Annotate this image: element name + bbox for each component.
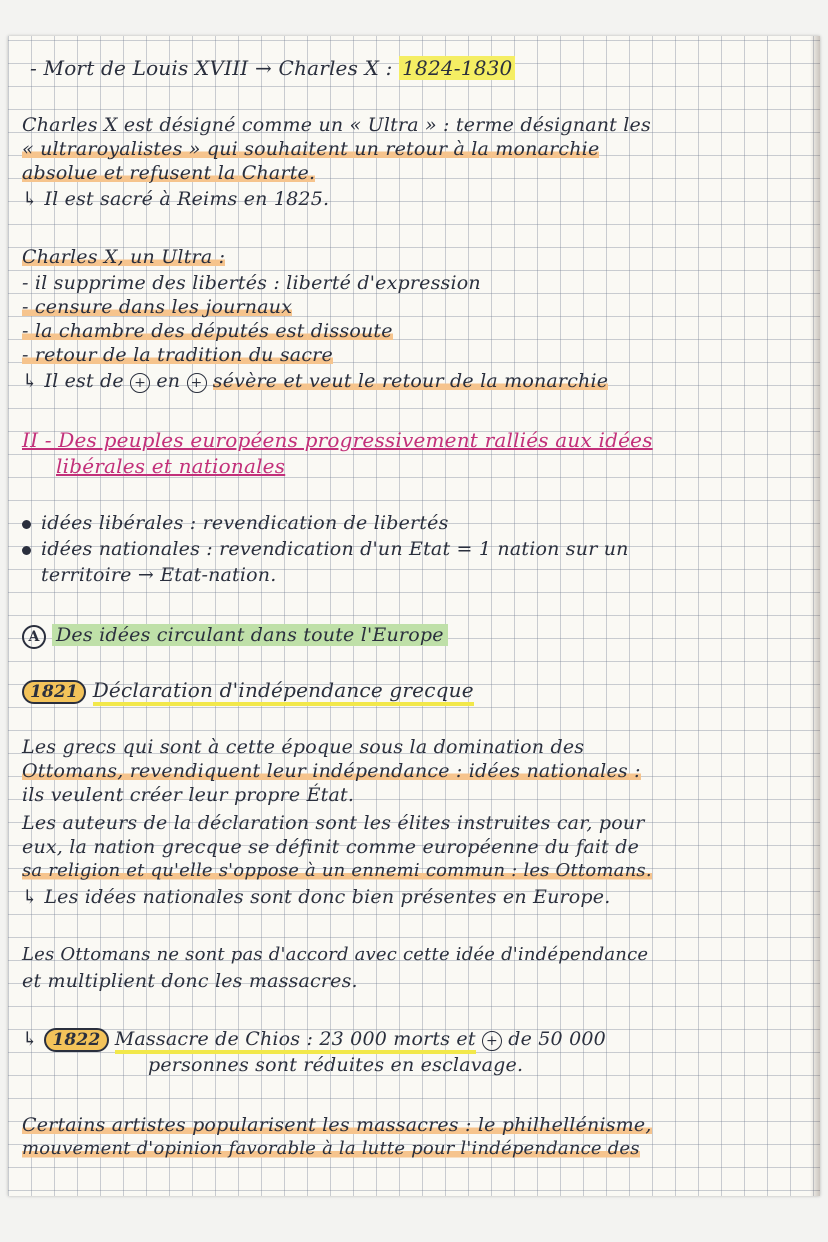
text-line: Ottomans, revendiquent leur indépendance : idées nationales : <box>22 760 641 782</box>
subheading: Charles X, un Ultra : <box>22 246 226 268</box>
declaration-heading <box>22 678 474 704</box>
date-badge: 1822 <box>44 1028 108 1052</box>
section-title: II - Des peuples européens progressivement ralliés aux idées <box>22 428 653 452</box>
date-badge: 1821 <box>22 680 86 704</box>
text-line: Les Ottomans ne sont pas d'accord avec cette idée d'indépendance <box>22 944 649 965</box>
text-line <box>22 162 315 184</box>
text-fragment: en <box>156 370 181 392</box>
chios-text: Massacre de Chios : 23 000 morts et <box>115 1028 476 1054</box>
death-louis-xviii: - Mort de Louis XVIII <box>30 56 249 80</box>
section-a-heading <box>22 624 448 649</box>
text-line: et multiplient donc les massacres. <box>22 970 358 992</box>
text-line: ↳ Il est sacré à Reims en 1825. <box>22 188 330 210</box>
bullet-item <box>22 512 449 534</box>
declaration-title: Déclaration d'indépendance grecque <box>93 678 474 706</box>
plus-circle-icon: + <box>130 373 150 393</box>
list-item <box>22 320 393 342</box>
bullet-text: idées libérales : revendication de libertés <box>41 512 449 534</box>
chios-text: de 50 000 <box>508 1028 606 1050</box>
plus-circle-icon: + <box>187 373 207 393</box>
text-line: ils veulent créer leur propre État. <box>22 784 355 806</box>
reign-dates: 1824-1830 <box>399 56 515 80</box>
arrow-icon: → <box>254 56 272 80</box>
chios-line <box>22 1028 606 1052</box>
section-a-title: Des idées circulant dans toute l'Europe <box>52 624 448 646</box>
plus-circle-icon: + <box>482 1031 502 1051</box>
highlighted-text: - la chambre des députés est dissoute <box>22 320 393 342</box>
text-line: mouvement d'opinion favorable à la lutte pour l'indépendance des <box>22 1138 640 1159</box>
list-item <box>22 296 292 318</box>
text-line: personnes sont réduites en esclavage. <box>148 1054 524 1076</box>
text-line: ↳ Les idées nationales sont donc bien présentes en Europe. <box>22 886 611 908</box>
letter-a-icon: A <box>22 625 46 649</box>
list-item <box>22 344 333 366</box>
text-line: Certains artistes popularisent les massacres : le philhellénisme, <box>22 1114 652 1136</box>
text-line: Les grecs qui sont à cette époque sous la domination des <box>22 736 585 758</box>
text-fragment: ↳ Il est de <box>22 370 124 392</box>
heading-charles-x <box>30 56 515 80</box>
section-title: libérales et nationales <box>56 454 286 478</box>
bullet-icon <box>22 520 31 529</box>
page-edge <box>810 36 820 1196</box>
list-item: - il supprime des libertés : liberté d'expression <box>22 272 481 294</box>
text-line: Charles X est désigné comme un « Ultra » : terme désignant les <box>22 114 651 136</box>
text-line <box>22 246 225 268</box>
text-line <box>22 370 608 393</box>
highlighted-text: - retour de la tradition du sacre <box>22 344 333 366</box>
bullet-text: idées nationales : revendication d'un Etat = 1 nation sur un <box>41 538 629 560</box>
charles-x-label: Charles X : <box>278 56 393 80</box>
bullet-icon <box>22 546 31 555</box>
highlighted-text: - censure dans les journaux <box>22 296 293 318</box>
text-line: « ultraroyalistes » qui souhaitent un retour à la monarchie <box>22 138 600 160</box>
arrow-icon: ↳ <box>22 1028 39 1050</box>
notebook-page <box>8 36 820 1196</box>
text-line: territoire → Etat-nation. <box>41 564 277 586</box>
highlighted-text: absolue et refusent la Charte. <box>22 162 316 184</box>
text-line: Les auteurs de la déclaration sont les élites instruites car, pour <box>22 812 645 834</box>
bullet-item <box>22 538 629 560</box>
text-line: eux, la nation grecque se définit comme européenne du fait de <box>22 836 640 858</box>
highlighted-text: sévère et veut le retour de la monarchie <box>212 370 609 392</box>
text-line: sa religion et qu'elle s'oppose à un ennemi commun : les Ottomans. <box>22 860 652 881</box>
